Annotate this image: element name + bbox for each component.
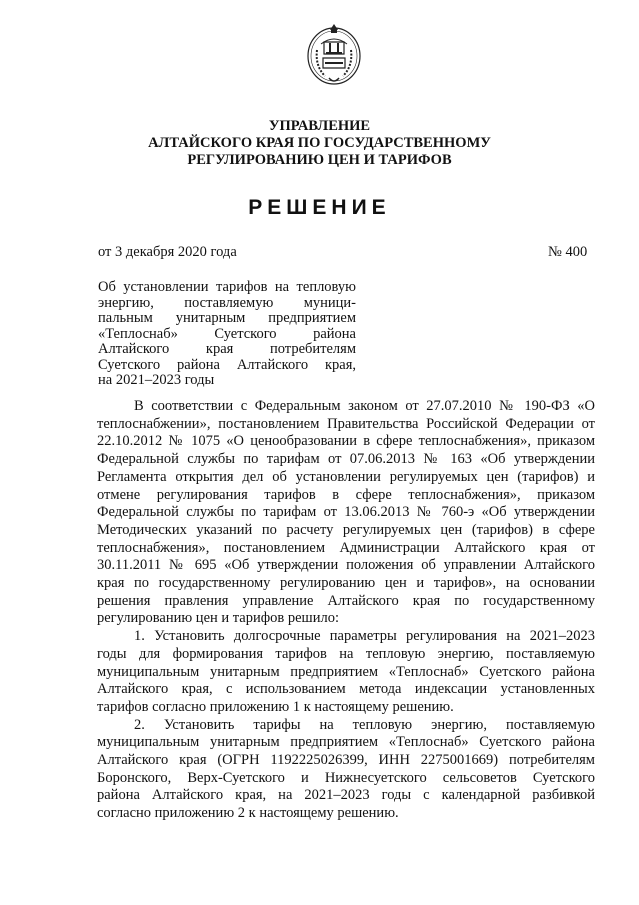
body-line: Регламента открытия дел об установлении регулируемых цен (тарифов) и xyxy=(97,468,595,485)
decision-body xyxy=(97,398,595,823)
header-line: АЛТАЙСКОГО КРАЯ ПО ГОСУДАРСТВЕННОМУ xyxy=(148,135,491,151)
body-line: годы для формирования тарифов на тепловую энергию, поставляемую xyxy=(97,645,595,662)
body-line: края по государственному регулированию цен и тарифов», на основании xyxy=(97,575,595,592)
decision-number: № 400 xyxy=(548,244,588,260)
body-line: Методических указаний по расчету регулируемых цен (тарифов) в сфере xyxy=(97,521,595,538)
body-line: В соответствии с Федеральным законом от 27.07.2010 № 190-ФЗ «О xyxy=(134,398,595,414)
body-line: согласно приложению 2 к настоящему решению. xyxy=(97,805,399,822)
body-line: теплоснабжении», постановлением Правительства Российской Федерации от xyxy=(97,415,595,432)
body-line: Федеральной службы по тарифам от 13.06.2013 № 760-э «Об утверждении xyxy=(97,504,595,521)
body-line: 30.11.2011 № 695 «Об утверждении положения об управлении Алтайского xyxy=(97,557,595,574)
subject-line: энергию, поставляемую муници- xyxy=(98,294,356,311)
decision-subject xyxy=(98,280,356,389)
preamble-paragraph xyxy=(97,398,595,628)
header-line: РЕГУЛИРОВАНИЮ ЦЕН И ТАРИФОВ xyxy=(187,152,452,168)
body-line: Боронского, Верх-Суетского и Нижнесуетского сельсоветов Суетского xyxy=(97,769,595,786)
subject-line: Алтайского края потребителям xyxy=(98,341,356,357)
organization-header xyxy=(0,118,639,169)
subject-line: «Теплоснаб» Суетского района xyxy=(98,325,356,342)
item-2-paragraph xyxy=(97,717,595,823)
item-1-paragraph xyxy=(97,628,595,717)
header-line: УПРАВЛЕНИЕ xyxy=(268,118,371,134)
subject-line: Об установлении тарифов на тепловую xyxy=(98,279,356,295)
body-line: 2. Установить тарифы на тепловую энергию, поставляемую xyxy=(134,716,595,733)
document-title: РЕШЕНИЕ xyxy=(248,196,391,219)
subject-line: на 2021–2023 годы xyxy=(98,372,215,388)
coat-of-arms-emblem xyxy=(303,20,365,90)
body-line: Алтайского края (ОГРН 1192225026399, ИНН 2275001669) потребителям xyxy=(97,752,595,769)
body-line: 22.10.2012 № 1075 «О ценообразовании в сфере теплоснабжения», приказом xyxy=(97,433,595,450)
body-line: теплоснабжения», постановлением Администрации Алтайского края от xyxy=(97,539,595,556)
body-line: Федеральной службы по тарифам от 07.06.2013 № 163 «Об утверждении xyxy=(97,451,595,468)
body-line: муниципальным унитарным предприятием «Теплоснаб» Суетского района xyxy=(97,734,595,751)
body-line: тарифов согласно приложению 1 к настоящему решению. xyxy=(97,698,454,715)
subject-line: Суетского района Алтайского края, xyxy=(98,356,356,373)
body-line: муниципальным унитарным предприятием «Теплоснаб» Суетского района xyxy=(97,663,595,680)
body-line: регулированию цен и тарифов решило: xyxy=(97,610,339,627)
body-line: решения правления управление Алтайского края по государственному xyxy=(97,592,595,609)
decision-date: от 3 декабря 2020 года xyxy=(98,244,237,260)
body-line: 1. Установить долгосрочные параметры регулирования на 2021–2023 xyxy=(134,628,595,645)
subject-line: пальным унитарным предприятием xyxy=(98,310,356,326)
body-line: Алтайского края, с использованием метода индексации установленных xyxy=(97,681,595,698)
body-line: отмене регулирования тарифов в сфере теплоснабжения», приказом xyxy=(97,486,595,503)
body-line: района Алтайского края, на 2021–2023 годы с календарной разбивкой xyxy=(97,787,595,804)
